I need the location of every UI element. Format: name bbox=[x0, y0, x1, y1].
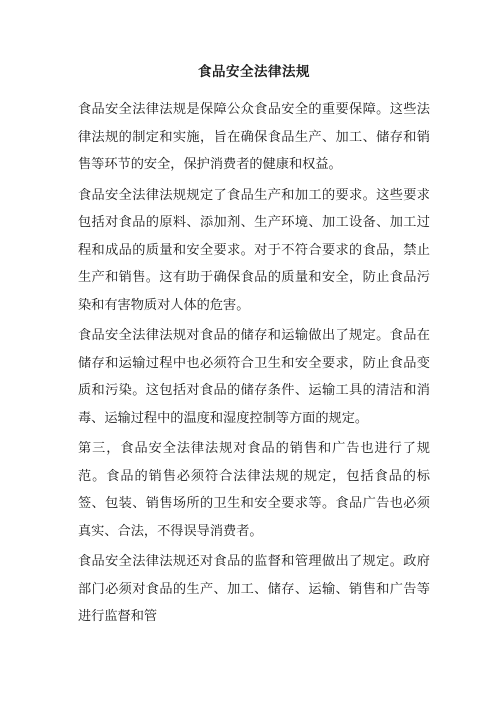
paragraph-production: 食品安全法律法规规定了食品生产和加工的要求。这些要求包括对食品的原料、添加剂、生产环境、加工设备、加工过程和成品的质量和安全要求。对于不符合要求的食品，禁止生产和销售。这有助于确保食品的质量和安全，防止食品污染和有害物质对人体的危害。 bbox=[78, 187, 430, 313]
paragraph-sales-advertising: 第三，食品安全法律法规对食品的销售和广告也进行了规范。食品的销售必须符合法律法规的规定，包括食品的标签、包装、销售场所的卫生和安全要求等。食品广告也必须真实、合法，不得误导消费者。 bbox=[78, 441, 430, 539]
paragraph-storage-transport: 食品安全法律法规对食品的储存和运输做出了规定。食品在储存和运输过程中也必须符合卫生和安全要求，防止食品变质和污染。这包括对食品的储存条件、运输工具的清洁和消毒、运输过程中的温度和湿度控制等方面的规定。 bbox=[78, 328, 430, 426]
document-page bbox=[78, 62, 430, 634]
paragraph-intro: 食品安全法律法规是保障公众食品安全的重要保障。这些法律法规的制定和实施，旨在确保食品生产、加工、储存和销售等环节的安全，保护消费者的健康和权益。 bbox=[78, 102, 430, 172]
paragraph-supervision: 食品安全法律法规还对食品的监督和管理做出了规定。政府部门必须对食品的生产、加工、储存、运输、销售和广告等进行监督和管 bbox=[78, 554, 430, 624]
document-title: 食品安全法律法规 bbox=[198, 64, 310, 80]
